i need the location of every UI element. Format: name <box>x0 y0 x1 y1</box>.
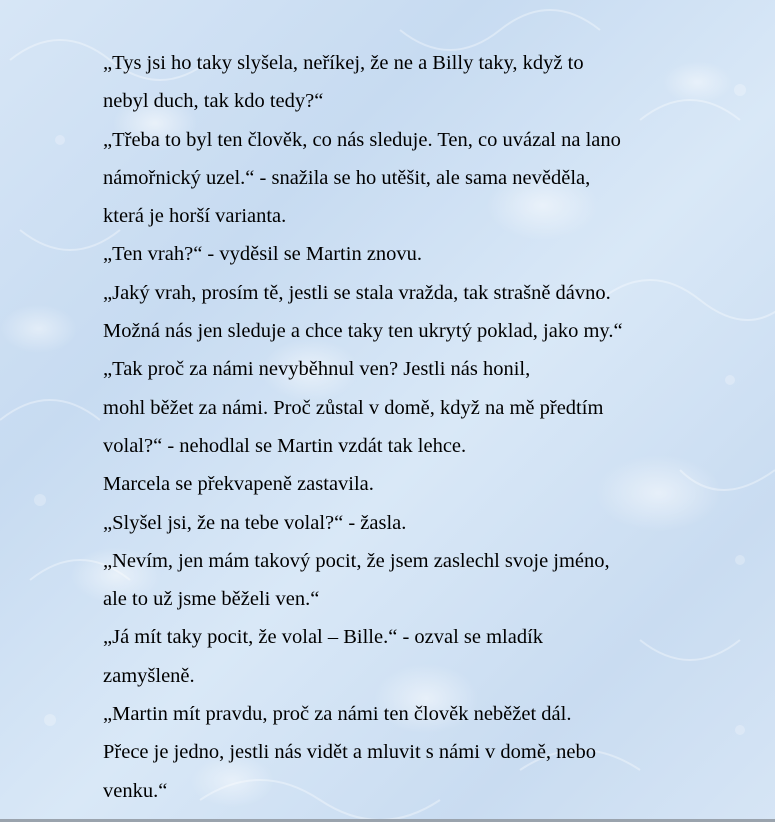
text-line: ale to už jsme běželi ven.“ <box>103 588 320 611</box>
text-line: námořnický uzel.“ - snažila se ho utěšit, ale sama nevěděla, <box>103 166 591 189</box>
text-line: která je horší varianta. <box>103 205 287 228</box>
text-line: „Tak proč za námi nevyběhnul ven? Jestli nás honil, <box>103 358 531 381</box>
text-line: „Ten vrah?“ - vyděsil se Martin znovu. <box>103 243 423 266</box>
text-line: venku.“ <box>103 779 168 802</box>
text-line: mohl běžet za námi. Proč zůstal v domě, když na mě předtím <box>103 396 604 419</box>
text-line: Možná nás jen sleduje a chce taky ten ukrytý poklad, jako my.“ <box>103 320 623 343</box>
text-line: Přece je jedno, jestli nás vidět a mluvit s námi v domě, nebo <box>103 741 597 764</box>
text-line: „Nevím, jen mám takový pocit, že jsem zaslechl svoje jméno, <box>103 549 610 572</box>
text-line: „Martin mít pravdu, proč za námi ten člověk neběžet dál. <box>103 703 572 726</box>
text-line: nebyl duch, tak kdo tedy?“ <box>103 90 324 113</box>
text-line: Marcela se překvapeně zastavila. <box>103 473 374 496</box>
text-line: „Jaký vrah, prosím tě, jestli se stala vražda, tak strašně dávno. <box>103 281 611 304</box>
text-line: „Tys jsi ho taky slyšela, neříkej, že ne a Billy taky, když to <box>103 52 584 74</box>
story-text <box>103 44 703 810</box>
text-line: „Slyšel jsi, že na tebe volal?“ - žasla. <box>103 511 407 534</box>
text-line: zamyšleně. <box>103 664 195 687</box>
text-line: volal?“ - nehodlal se Martin vzdát tak lehce. <box>103 434 467 457</box>
text-line: „Já mít taky pocit, že volal – Bille.“ - ozval se mladík <box>103 626 544 649</box>
text-line: „Třeba to byl ten člověk, co nás sleduje. Ten, co uvázal na lano <box>103 128 621 151</box>
